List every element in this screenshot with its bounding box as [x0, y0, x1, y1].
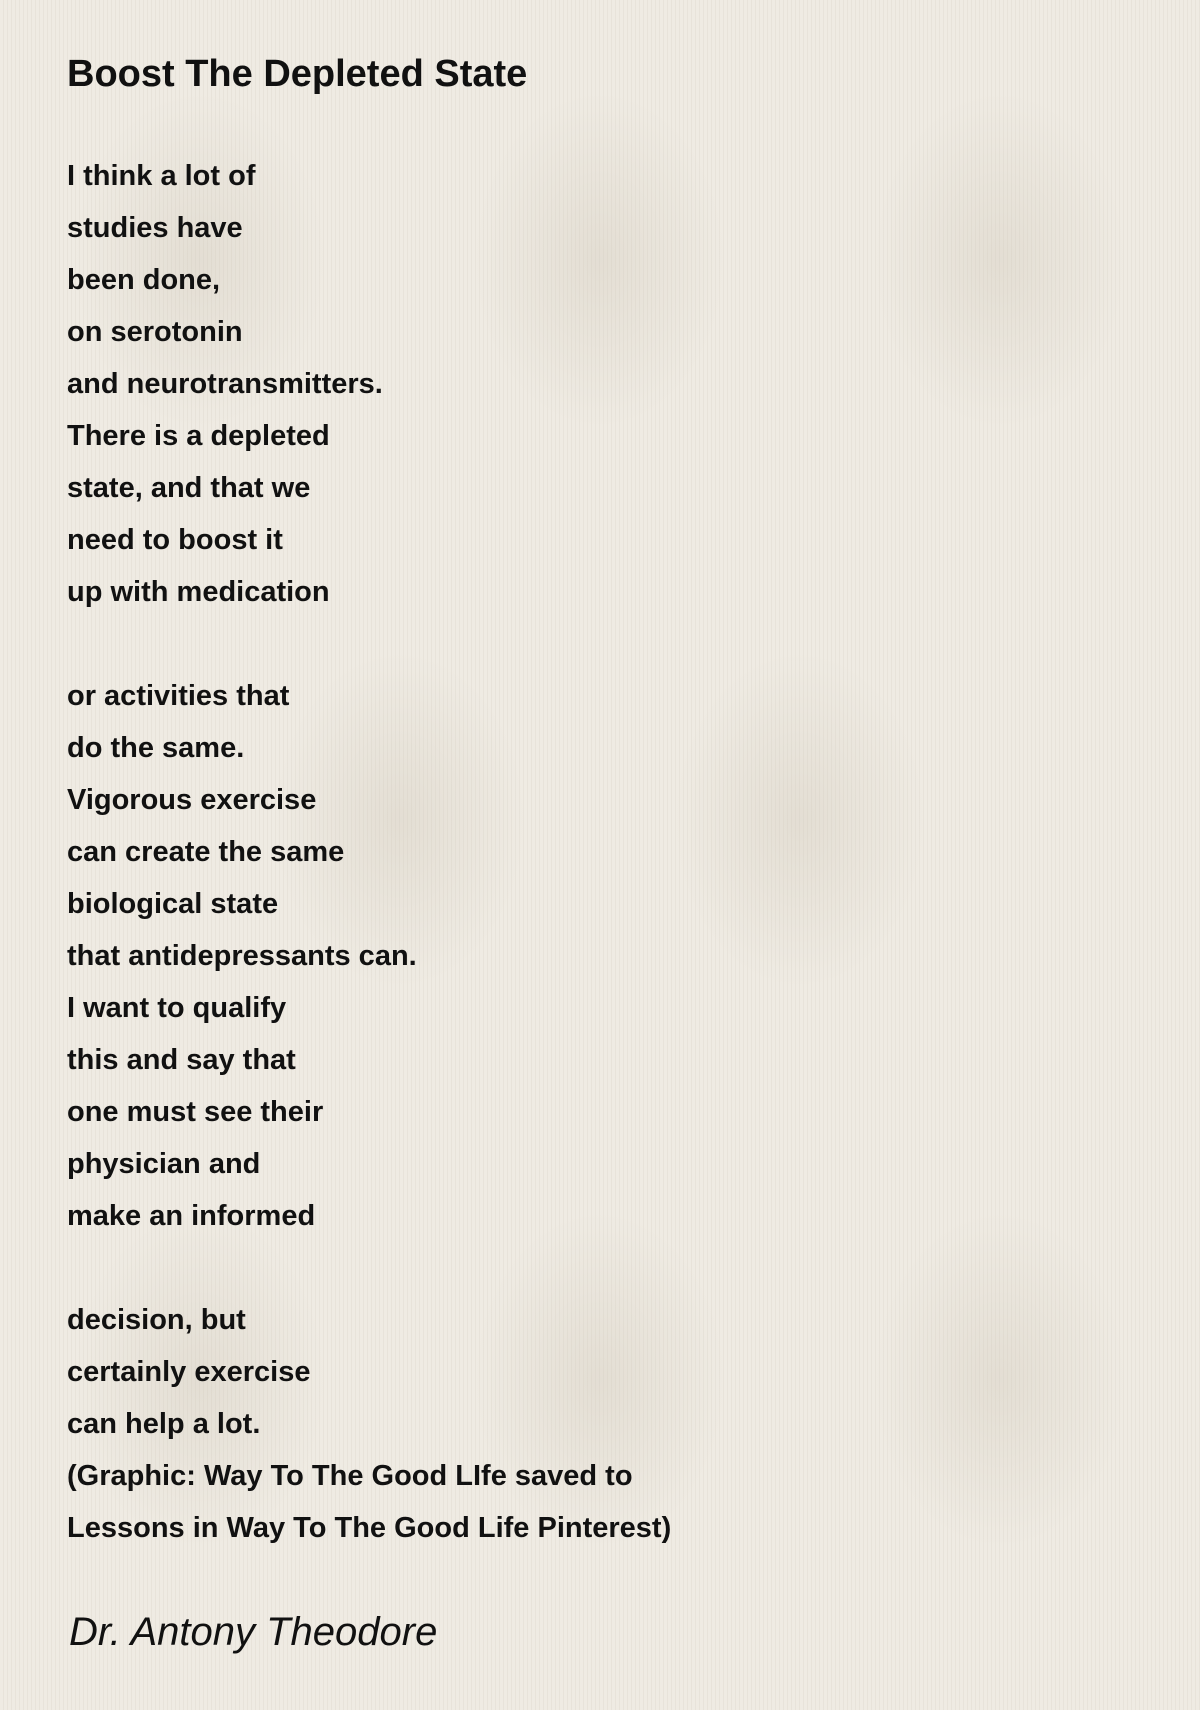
- poem-line: can create the same: [67, 836, 345, 868]
- poem-line: physician and: [67, 1148, 261, 1180]
- poem-line: I think a lot of: [67, 160, 256, 192]
- poem-line: (Graphic: Way To The Good LIfe saved to: [67, 1460, 633, 1492]
- poem-line: this and say that: [67, 1044, 296, 1076]
- poem-title: Boost The Depleted State: [67, 53, 528, 95]
- poem-line: one must see their: [67, 1096, 324, 1128]
- poem-line: I want to qualify: [67, 992, 287, 1024]
- poem-line: can help a lot.: [67, 1408, 261, 1440]
- poem-line: state, and that we: [67, 472, 311, 504]
- poem-line: that antidepressants can.: [67, 940, 417, 972]
- poem-line: or activities that: [67, 680, 290, 712]
- poem-line: Vigorous exercise: [67, 784, 317, 816]
- poem-line: make an informed: [67, 1200, 316, 1232]
- poem-line: decision, but: [67, 1304, 246, 1336]
- poem-line: Lessons in Way To The Good Life Pinterest): [67, 1512, 672, 1544]
- stanza-break: [67, 1242, 671, 1294]
- poem-line: biological state: [67, 888, 279, 920]
- poem-body: [67, 150, 671, 1554]
- poem-line: studies have: [67, 212, 243, 244]
- poem-author: Dr. Antony Theodore: [69, 1610, 438, 1654]
- poem-line: certainly exercise: [67, 1356, 311, 1388]
- poem-line: up with medication: [67, 576, 330, 608]
- poem-line: and neurotransmitters.: [67, 368, 383, 400]
- poem-line: need to boost it: [67, 524, 283, 556]
- stanza-break: [67, 618, 671, 670]
- poem-line: on serotonin: [67, 316, 243, 348]
- poem-line: There is a depleted: [67, 420, 330, 452]
- poem-line: been done,: [67, 264, 221, 296]
- poem-line: do the same.: [67, 732, 245, 764]
